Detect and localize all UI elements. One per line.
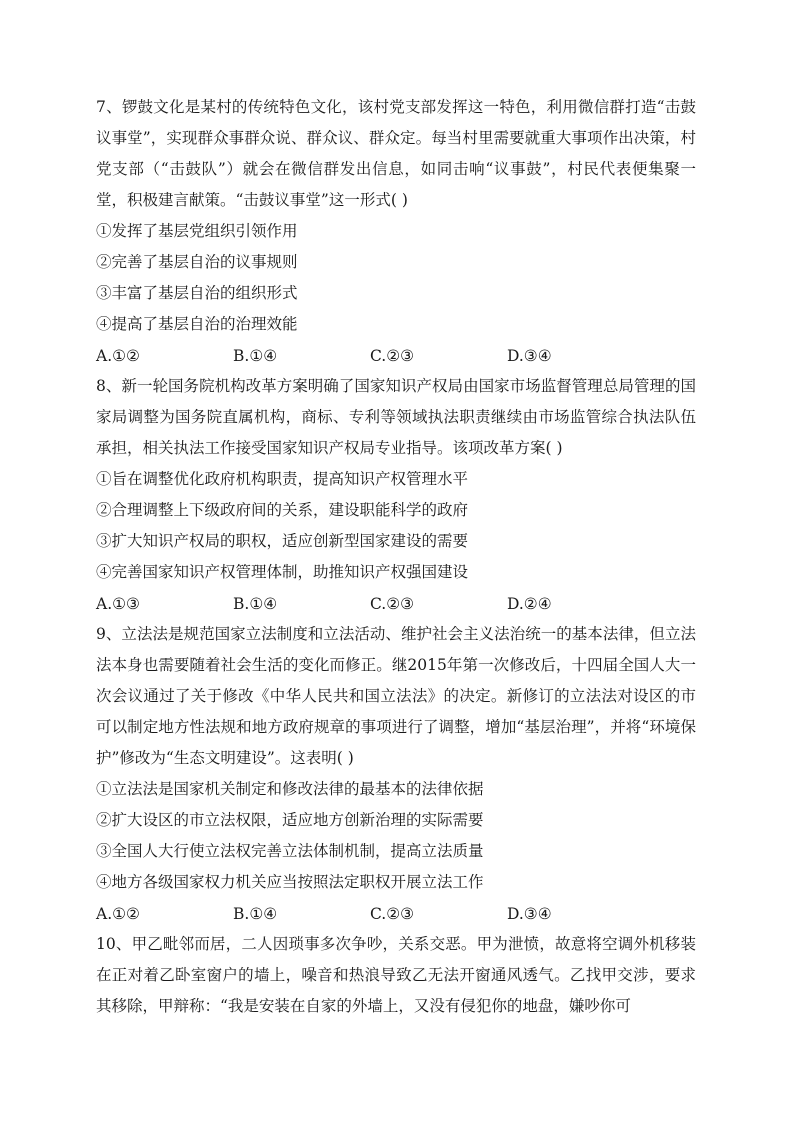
statement-option: ④完善国家知识产权管理体制，助推知识产权强国建设 [96,563,469,581]
answer-choices [96,588,696,619]
statement-option: ①发挥了基层党组织引领作用 [96,222,298,240]
answer-choices [96,898,696,929]
choice-d: D.②④ [507,594,552,613]
question-stem: 8、新一轮国务院机构改革方案明确了国家知识产权局由国家市场监督管理总局管理的国家局调整为国务院直属机构，商标、专利等领域执法职责继续由市场监管综合执法队伍承担，相关执法工作接受国家知识产权局专业指导。该项改革方案( ) [96,377,696,457]
choice-c: C.②③ [370,904,415,923]
question-stem: 9、立法法是规范国家立法制度和立法活动、维护社会主义法治统一的基本法律，但立法法本身也需要随着社会生活的变化而修正。继2015年第一次修改后，十四届全国人大一次会议通过了关于修改《中华人民共和国立法法》的决定。新修订的立法法对设区的市可以制定地方性法规和地方政府规章的事项进行了调整，增加“基层治理”，并将“环境保护”修改为“生态文明建设”。这表明( ) [96,625,696,767]
statement-option: ②合理调整上下级政府间的关系，建设职能科学的政府 [96,501,469,519]
choice-a: A.①③ [96,594,140,613]
question-stem: 7、锣鼓文化是某村的传统特色文化，该村党支部发挥这一特色，利用微信群打造“击鼓议事堂”，实现群众事群众说、群众议、群众定。每当村里需要就重大事项作出决策，村党支部（“击鼓队”）就会在微信群发出信息，如同击响“议事鼓”，村民代表便集聚一堂，积极建言献策。“击鼓议事堂”这一形式( ) [96,98,696,209]
choice-b: B.①④ [233,346,278,365]
choice-c: C.②③ [370,594,415,613]
statement-option: ④地方各级国家权力机关应当按照法定职权开展立法工作 [96,873,484,891]
statement-option: ①旨在调整优化政府机构职责，提高知识产权管理水平 [96,470,469,488]
statement-option: ②完善了基层自治的议事规则 [96,253,298,271]
choice-c: C.②③ [370,346,415,365]
statement-option: ③丰富了基层自治的组织形式 [96,284,298,302]
question-10 [96,929,696,1022]
question-8 [96,371,696,619]
choice-a: A.①② [96,904,140,923]
question-stem: 10、甲乙毗邻而居，二人因琐事多次争吵，关系交恶。甲为泄愤，故意将空调外机移装在正对着乙卧室窗户的墙上，噪音和热浪导致乙无法开窗通风透气。乙找甲交涉，要求其移除，甲辩称：“我是安装在自家的外墙上，又没有侵犯你的地盘，嫌吵你可 [96,935,696,1015]
choice-b: B.①④ [233,904,278,923]
question-7 [96,92,696,371]
answer-choices [96,340,696,371]
statement-option: ③扩大知识产权局的职权，适应创新型国家建设的需要 [96,532,469,550]
choice-d: D.③④ [507,904,552,923]
statement-option: ④提高了基层自治的治理效能 [96,315,298,333]
statement-option: ①立法法是国家机关制定和修改法律的最基本的法律依据 [96,780,484,798]
statement-option: ②扩大设区的市立法权限，适应地方创新治理的实际需要 [96,811,484,829]
statement-option: ③全国人大行使立法权完善立法体制机制，提高立法质量 [96,842,484,860]
choice-d: D.③④ [507,346,552,365]
question-9 [96,619,696,929]
choice-b: B.①④ [233,594,278,613]
choice-a: A.①② [96,346,140,365]
exam-page [96,92,696,1022]
